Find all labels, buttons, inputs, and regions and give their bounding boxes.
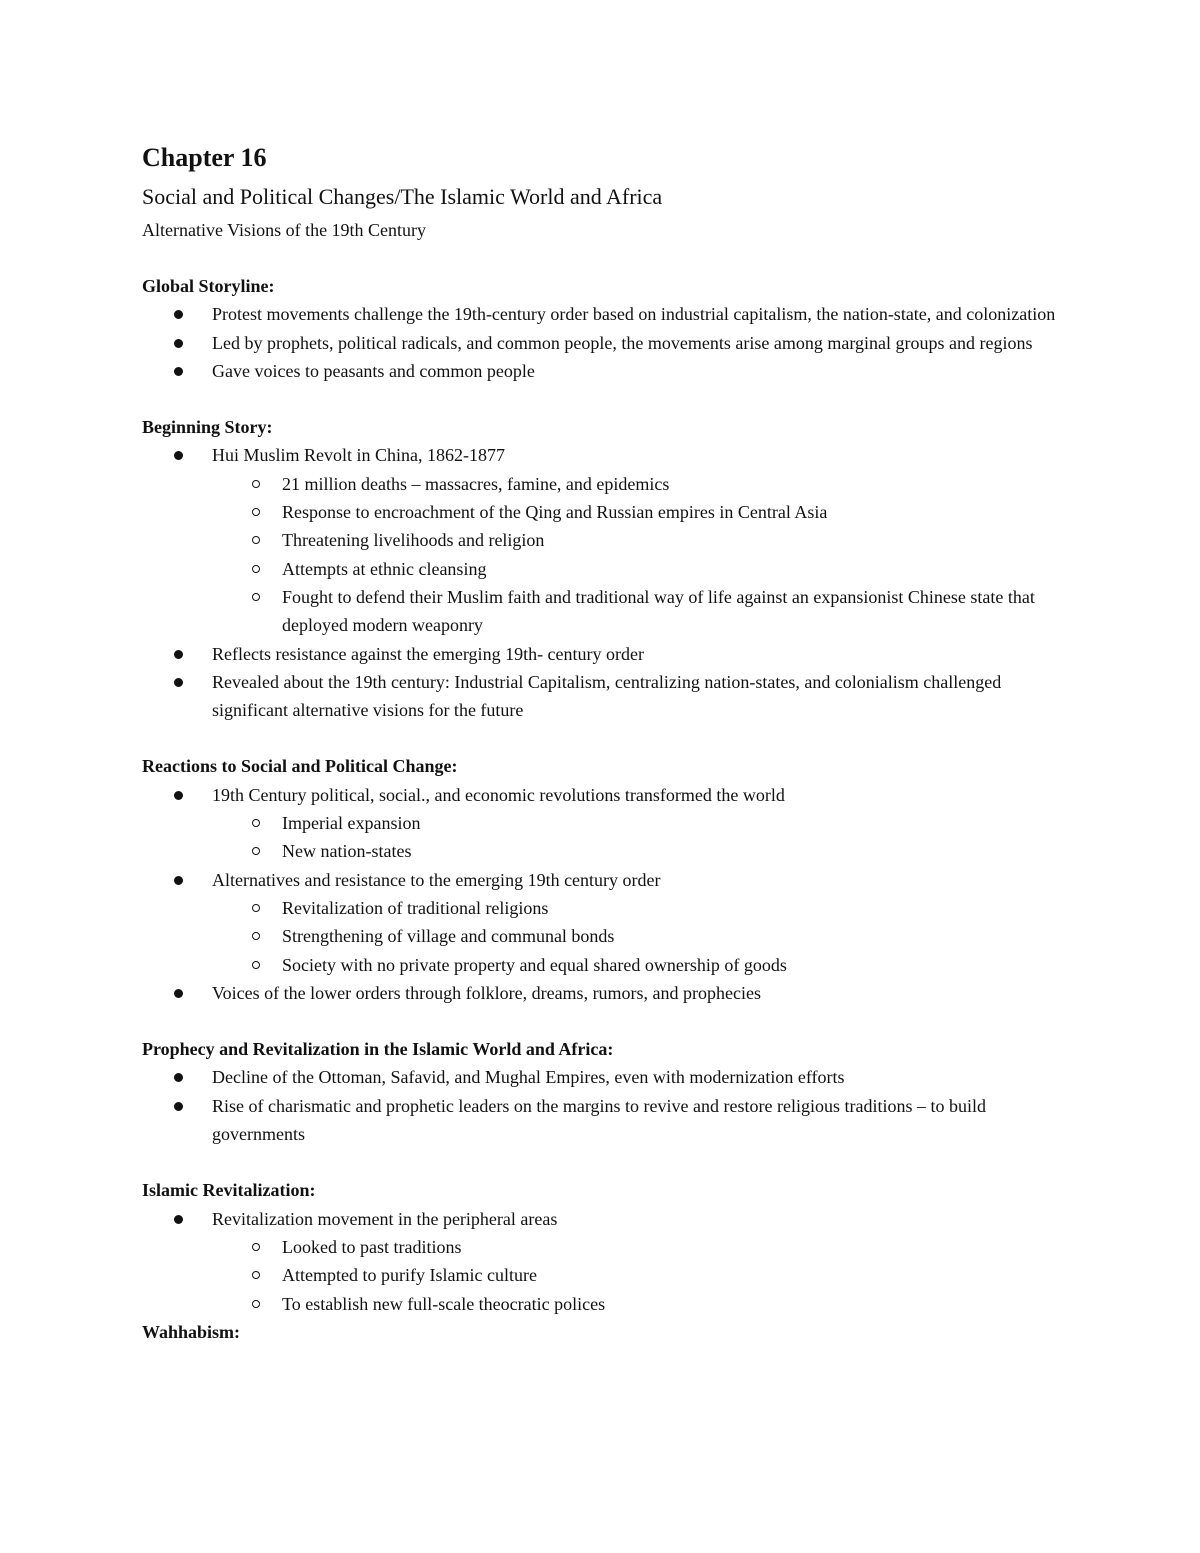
section-global-storyline	[142, 272, 1072, 385]
list-item	[142, 300, 1072, 328]
section-heading: Wahhabism:	[142, 1321, 241, 1342]
sub-list-item	[142, 837, 1072, 865]
list-item-text: Revitalization movement in the peripheral areas	[212, 1208, 558, 1229]
bullet-icon	[174, 339, 183, 348]
document-page	[142, 138, 1072, 1346]
list-item	[142, 668, 1072, 725]
sub-list-item-text: 21 million deaths – massacres, famine, and epidemics	[282, 473, 670, 494]
section-islamic-revitalization	[142, 1176, 1072, 1317]
list-item-text: Protest movements challenge the 19th-century order based on industrial capitalism, the nation-state, and colonization	[212, 304, 1056, 325]
list-item-text: 19th Century political, social., and economic revolutions transformed the world	[212, 784, 785, 805]
sub-list-item	[142, 498, 1072, 526]
list-item	[142, 357, 1072, 385]
section-heading: Prophecy and Revitalization in the Islamic World and Africa:	[142, 1039, 614, 1060]
circle-bullet-icon	[252, 1300, 260, 1308]
sub-list-item	[142, 922, 1072, 950]
sub-bullet-list	[142, 470, 1072, 640]
sub-bullet-list	[142, 894, 1072, 979]
bullet-icon	[174, 1102, 183, 1111]
circle-bullet-icon	[252, 1271, 260, 1279]
list-item	[142, 781, 1072, 866]
sub-list-item	[142, 951, 1072, 979]
sub-list-item-text: Imperial expansion	[282, 813, 421, 834]
bullet-icon	[174, 989, 183, 998]
sub-list-item	[142, 1233, 1072, 1261]
sub-list-item-text: Looked to past traditions	[282, 1236, 462, 1257]
circle-bullet-icon	[252, 904, 260, 912]
section-heading: Global Storyline:	[142, 276, 275, 296]
list-item-text: Alternatives and resistance to the emerging 19th century order	[212, 869, 661, 890]
sub-bullet-list	[142, 809, 1072, 866]
circle-bullet-icon	[252, 961, 260, 969]
bullet-list	[142, 441, 1072, 724]
bullet-list	[142, 1205, 1072, 1318]
list-item-text: Reflects resistance against the emerging 19th- century order	[212, 643, 645, 664]
list-item-text: Hui Muslim Revolt in China, 1862-1877	[212, 445, 506, 466]
section-heading: Islamic Revitalization:	[142, 1180, 316, 1201]
list-item	[142, 1063, 1072, 1091]
sub-list-item	[142, 583, 1072, 640]
bullet-icon	[174, 1215, 183, 1224]
list-item	[142, 441, 1072, 639]
bullet-icon	[174, 791, 183, 800]
circle-bullet-icon	[252, 1243, 260, 1251]
sub-list-item-text: Society with no private property and equal shared ownership of goods	[282, 954, 787, 975]
list-item-text: Voices of the lower orders through folklore, dreams, rumors, and prophecies	[212, 982, 762, 1003]
list-item-text: Led by prophets, political radicals, and common people, the movements arise among marginal groups and regions	[212, 332, 1033, 353]
bullet-list	[142, 300, 1072, 385]
circle-bullet-icon	[252, 508, 260, 516]
bullet-list	[142, 1063, 1072, 1148]
sub-bullet-list	[142, 1233, 1072, 1318]
sub-list-item	[142, 1261, 1072, 1289]
circle-bullet-icon	[252, 565, 260, 573]
list-item	[142, 866, 1072, 979]
circle-bullet-icon	[252, 536, 260, 544]
sub-list-item	[142, 1290, 1072, 1318]
bullet-icon	[174, 367, 183, 376]
bullet-icon	[174, 451, 183, 460]
chapter-title: Chapter 16	[142, 143, 267, 172]
list-item	[142, 640, 1072, 668]
sub-list-item-text: Attempts at ethnic cleansing	[282, 558, 487, 579]
sub-list-item-text: Strengthening of village and communal bonds	[282, 926, 615, 947]
list-item-text: Gave voices to peasants and common people	[212, 360, 535, 381]
sub-list-item	[142, 555, 1072, 583]
list-item-text: Rise of charismatic and prophetic leaders on the margins to revive and restore religious traditions – to build governments	[212, 1095, 986, 1145]
sub-list-item	[142, 894, 1072, 922]
circle-bullet-icon	[252, 480, 260, 488]
chapter-subheading: Alternative Visions of the 19th Century	[142, 220, 427, 240]
bullet-icon	[174, 678, 183, 687]
bullet-icon	[174, 876, 183, 885]
sub-list-item-text: Revitalization of traditional religions	[282, 897, 549, 918]
section-prophecy	[142, 1035, 1072, 1148]
list-item	[142, 979, 1072, 1007]
bullet-icon	[174, 310, 183, 319]
sub-list-item-text: New nation-states	[282, 841, 412, 862]
sub-list-item-text: Attempted to purify Islamic culture	[282, 1265, 537, 1286]
section-reactions	[142, 752, 1072, 1007]
circle-bullet-icon	[252, 819, 260, 827]
bullet-icon	[174, 1073, 183, 1082]
circle-bullet-icon	[252, 932, 260, 940]
circle-bullet-icon	[252, 847, 260, 855]
bullet-icon	[174, 650, 183, 659]
section-heading: Reactions to Social and Political Change:	[142, 756, 458, 777]
section-heading: Beginning Story:	[142, 417, 273, 438]
sub-list-item-text: Response to encroachment of the Qing and Russian empires in Central Asia	[282, 502, 828, 523]
list-item-text: Decline of the Ottoman, Safavid, and Mughal Empires, even with modernization efforts	[212, 1067, 845, 1088]
section-beginning-story	[142, 413, 1072, 724]
section-wahhabism	[142, 1318, 1072, 1346]
sub-list-item	[142, 809, 1072, 837]
list-item-text: Revealed about the 19th century: Industrial Capitalism, centralizing nation-states, and colonialism challenged significant alternative visions for the future	[212, 671, 1002, 721]
sub-list-item	[142, 526, 1072, 554]
list-item	[142, 329, 1072, 357]
circle-bullet-icon	[252, 593, 260, 601]
list-item	[142, 1205, 1072, 1318]
sub-list-item-text: Threatening livelihoods and religion	[282, 530, 545, 551]
chapter-subtitle: Social and Political Changes/The Islamic World and Africa	[142, 184, 663, 209]
list-item	[142, 1092, 1072, 1149]
sub-list-item-text: Fought to defend their Muslim faith and traditional way of life against an expansionist Chinese state that deployed modern weaponry	[282, 586, 1035, 636]
sub-list-item	[142, 470, 1072, 498]
sub-list-item-text: To establish new full-scale theocratic polices	[282, 1293, 606, 1314]
bullet-list	[142, 781, 1072, 1007]
